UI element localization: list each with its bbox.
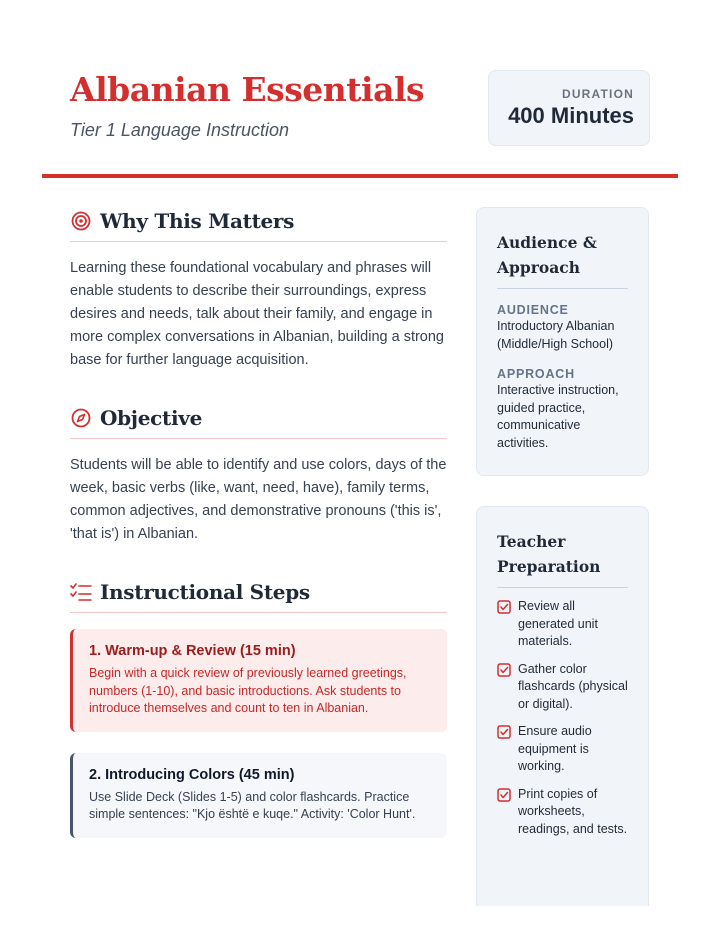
audience-card-title: Audience & Approach bbox=[497, 230, 628, 289]
checklist-text: Ensure audio equipment is working. bbox=[518, 724, 592, 773]
list-check-icon bbox=[70, 581, 92, 603]
step-card bbox=[70, 753, 447, 838]
compass-icon bbox=[70, 407, 92, 429]
duration-label: DURATION bbox=[561, 87, 634, 101]
why-heading: Why This Matters bbox=[100, 208, 295, 233]
page-subtitle: Tier 1 Language Instruction bbox=[70, 120, 289, 140]
objective-text: Students will be able to identify and use colors, days of the week, basic verbs (like, want, need, have), family terms, common adjectives, and demonstrative pronouns ('this is', 'that is') in Albanian. bbox=[70, 457, 447, 542]
why-section-heading bbox=[70, 200, 447, 242]
checklist-item bbox=[497, 598, 628, 651]
prep-checklist bbox=[497, 598, 628, 838]
checklist-text: Review all generated unit materials. bbox=[518, 599, 598, 648]
prep-card-title: Teacher Preparation bbox=[497, 529, 628, 588]
checklist-text: Print copies of worksheets, readings, and tests. bbox=[518, 786, 628, 836]
duration-value: 400 Minutes bbox=[508, 103, 634, 128]
objective-section-heading bbox=[70, 397, 447, 439]
objective-heading: Objective bbox=[100, 405, 203, 430]
checkbox-icon bbox=[497, 663, 511, 677]
audience-approach-card bbox=[476, 207, 649, 476]
step-title: 1. Warm-up & Review (15 min) bbox=[89, 643, 296, 659]
approach-value: Interactive instruction, guided practice, communicative activities. bbox=[497, 383, 619, 450]
approach-label: APPROACH bbox=[497, 367, 575, 381]
why-text: Learning these foundational vocabulary and phrases will enable students to describe their surroundings, express desires and needs, talk about their family, and engage in more complex conversations in Albanian, building a strong base for further language acquisition. bbox=[70, 260, 444, 368]
checklist-item bbox=[497, 661, 628, 714]
steps-heading: Instructional Steps bbox=[100, 579, 310, 604]
checkbox-icon bbox=[497, 788, 511, 802]
page-header bbox=[70, 70, 650, 150]
checkbox-icon bbox=[497, 725, 511, 739]
checklist-item bbox=[497, 723, 628, 776]
audience-value: Introductory Albanian (Middle/High School) bbox=[497, 319, 615, 351]
page-title: Albanian Essentials bbox=[70, 70, 425, 109]
target-icon bbox=[70, 210, 92, 232]
checkbox-icon bbox=[497, 600, 511, 614]
duration-box bbox=[488, 70, 650, 146]
step-body: Begin with a quick review of previously learned greetings, numbers (1-10), and basic introductions. Ask students to introduce themselves and count to ten in Albanian. bbox=[89, 666, 407, 715]
checklist-text: Gather color flashcards (physical or digital). bbox=[518, 661, 628, 711]
main-content bbox=[70, 200, 447, 838]
step-title: 2. Introducing Colors (45 min) bbox=[89, 766, 295, 783]
step-body: Use Slide Deck (Slides 1-5) and color flashcards. Practice simple sentences: "Kjo është e kuqe." Activity: 'Color Hunt'. bbox=[89, 789, 416, 821]
step-card bbox=[70, 629, 447, 732]
checklist-item bbox=[497, 786, 628, 839]
steps-section-heading bbox=[70, 571, 447, 613]
audience-label: AUDIENCE bbox=[497, 303, 569, 317]
teacher-preparation-card bbox=[476, 506, 649, 906]
header-divider bbox=[42, 174, 678, 178]
